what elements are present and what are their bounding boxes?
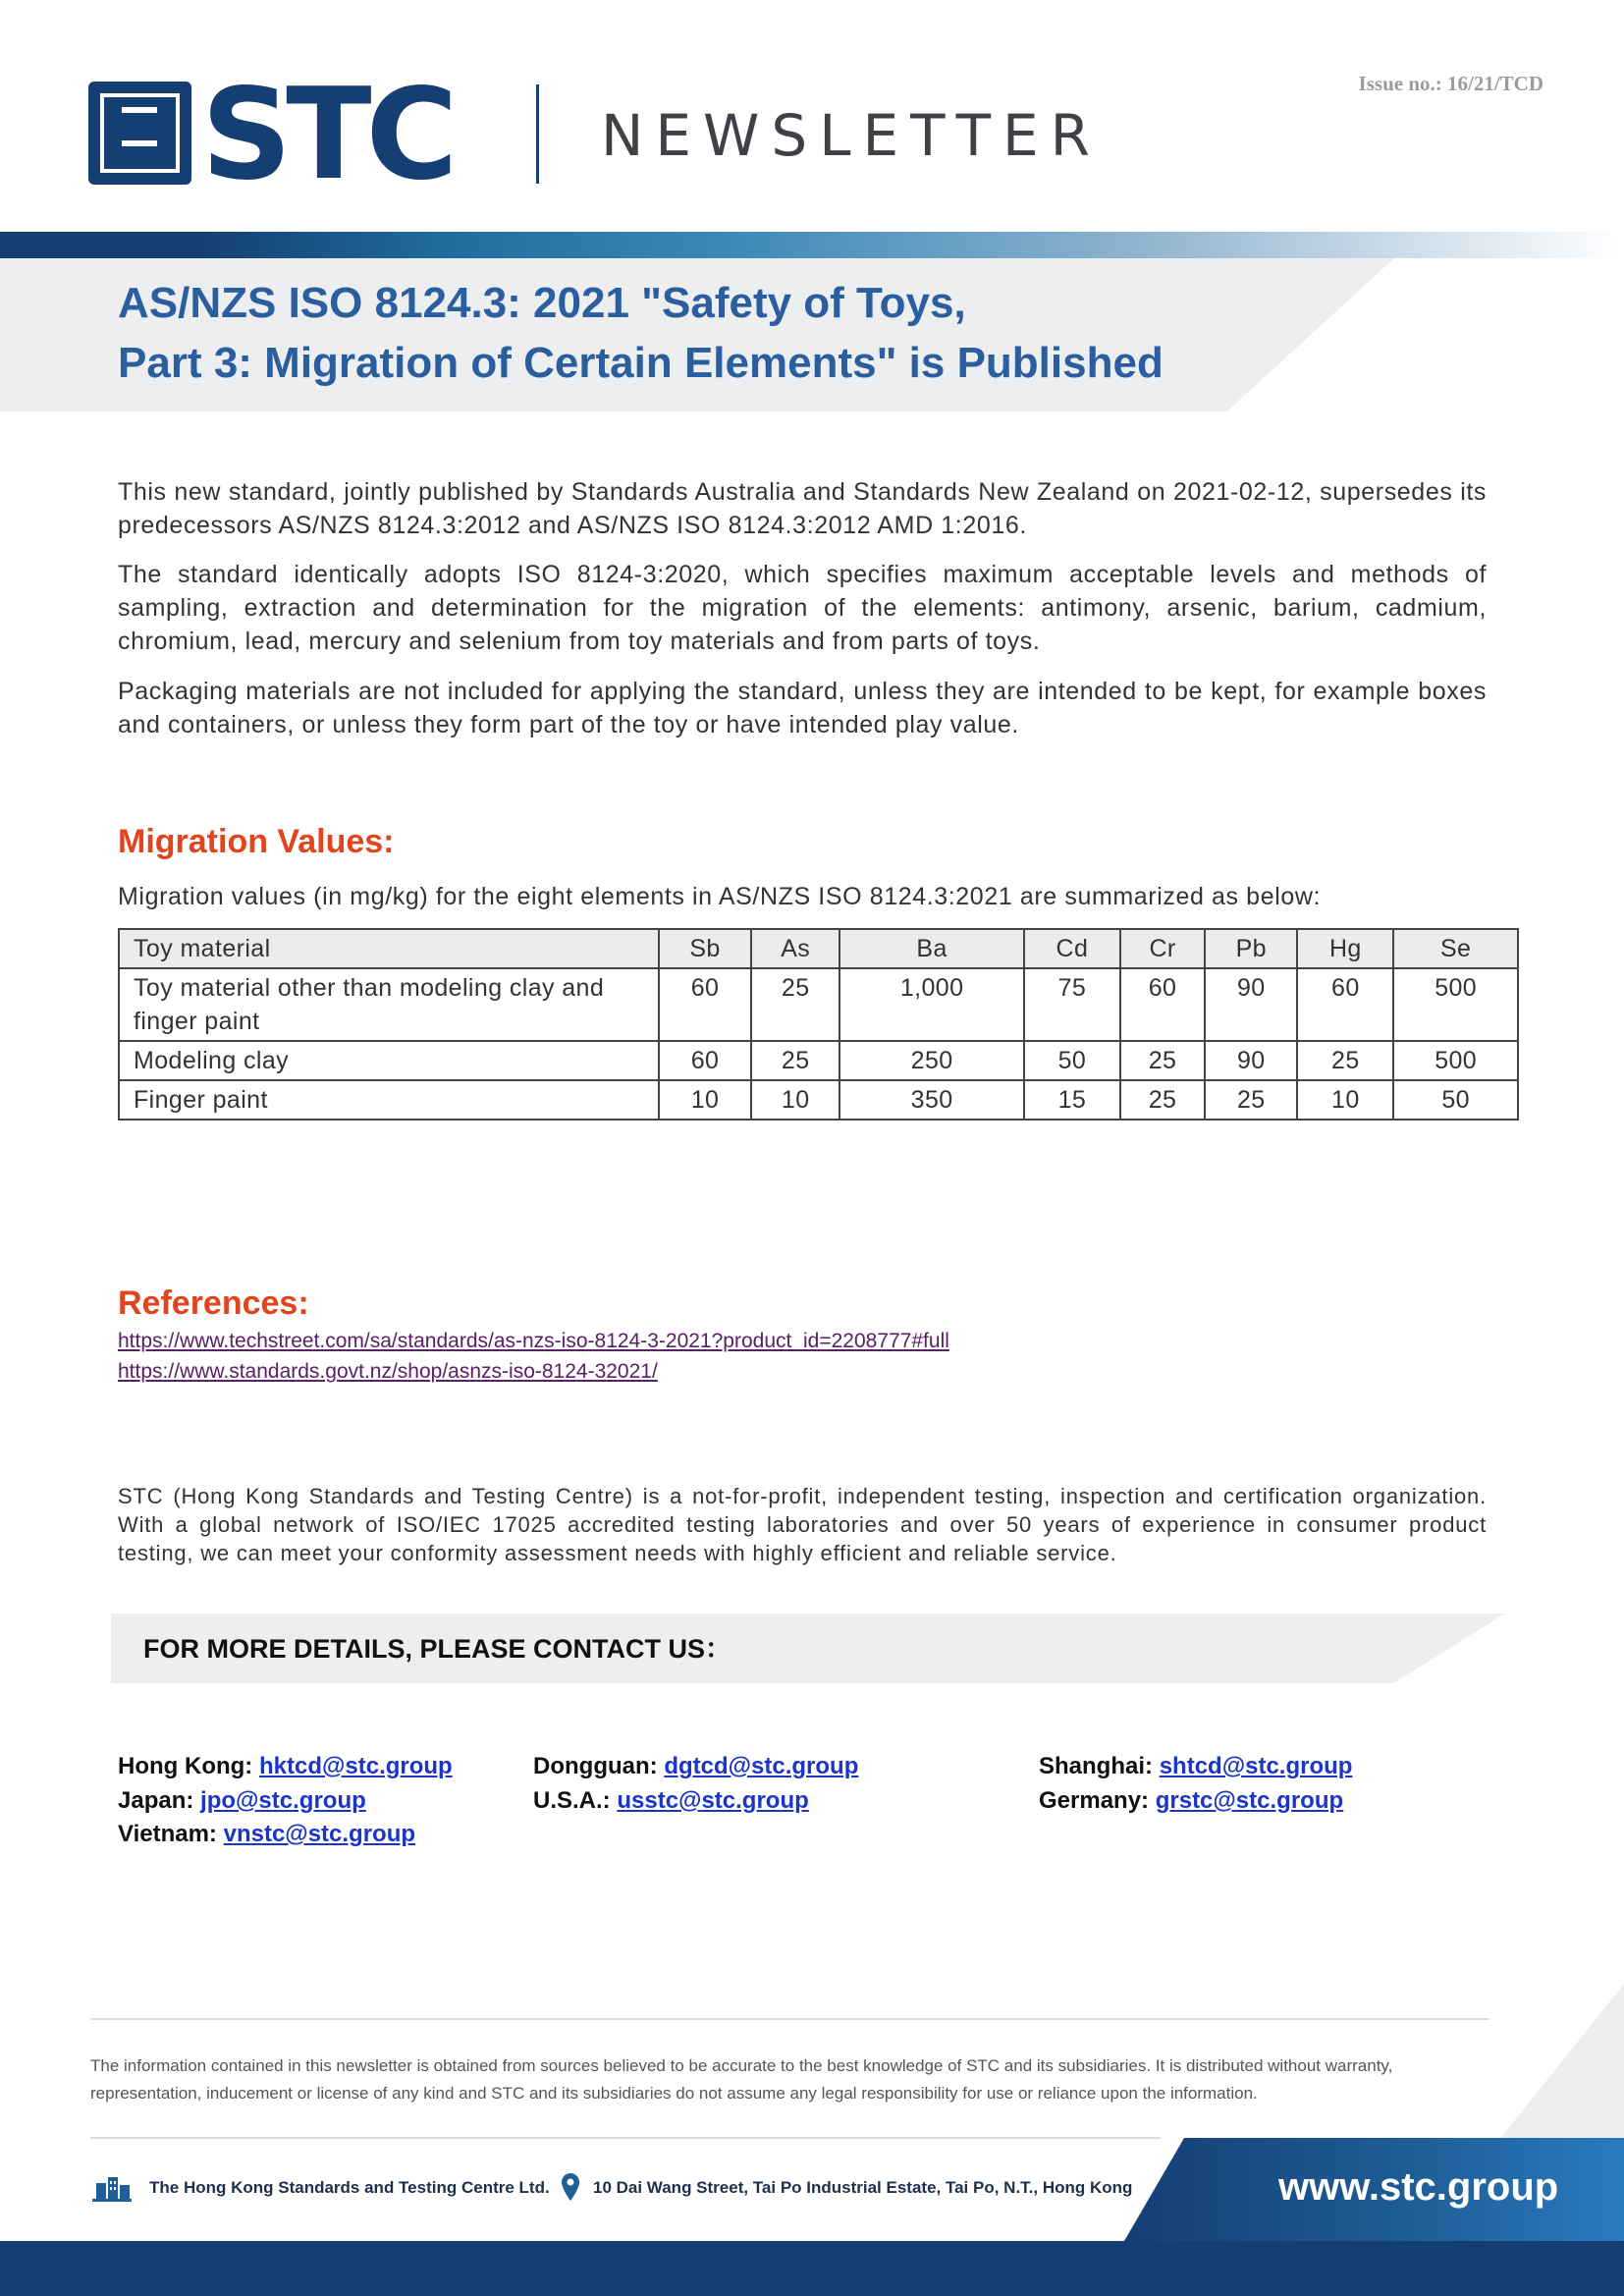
building-icon <box>90 2173 134 2203</box>
table-cell: 500 <box>1393 1041 1518 1080</box>
table-header-cell: Pb <box>1205 929 1297 968</box>
contact-germany <box>1039 1784 1343 1818</box>
contact-heading: FOR MORE DETAILS, PLEASE CONTACT US： <box>143 1634 732 1664</box>
table-cell: 60 <box>659 1041 751 1080</box>
table-header-cell: Hg <box>1297 929 1393 968</box>
email-link-usa[interactable]: usstc@stc.group <box>617 1787 809 1814</box>
contact-dongguan <box>533 1750 858 1783</box>
table-header-cell: Toy material <box>119 929 659 968</box>
table-cell: 25 <box>751 968 839 1041</box>
reference-link-standards-nz[interactable]: https://www.standards.govt.nz/shop/asnzs-iso-8124-32021/ <box>118 1360 658 1383</box>
contact-usa <box>533 1784 809 1818</box>
table-cell: 90 <box>1205 1041 1297 1080</box>
contact-hong-kong <box>118 1750 453 1783</box>
header-gradient-band <box>0 232 1624 258</box>
packaging-paragraph: Packaging materials are not included for applying the standard, unless they are intended to be kept, for example boxes and containers, or unless they form part of the toy or have intended play value. <box>118 678 1487 738</box>
email-link-shanghai[interactable]: shtcd@stc.group <box>1159 1753 1353 1779</box>
migration-table <box>118 928 1519 1121</box>
contact-label: Dongguan: <box>533 1753 658 1779</box>
website-link[interactable]: www.stc.group <box>1278 2165 1559 2209</box>
table-cell: 10 <box>751 1080 839 1120</box>
contact-label: Japan: <box>118 1787 194 1814</box>
newsletter-label: NEWSLETTER <box>601 102 1102 169</box>
page-title <box>118 273 1164 393</box>
table-header-cell: Cr <box>1120 929 1205 968</box>
contact-vietnam <box>118 1818 415 1851</box>
disclaimer: The information contained in this newsletter is obtained from sources believed to be accurate to the best knowledge of STC and its subsidiaries. It is distributed without warranty, representation, inducement or license of any kind and STC and its subsidiaries do not assume any legal responsibility for use or reliance upon the information. <box>90 2056 1393 2103</box>
table-cell: Toy material other than modeling clay and finger paint <box>119 968 659 1041</box>
table-cell: 500 <box>1393 968 1518 1041</box>
table-header-cell: Sb <box>659 929 751 968</box>
footer-address: 10 Dai Wang Street, Tai Po Industrial Estate, Tai Po, N.T., Hong Kong <box>593 2178 1133 2197</box>
table-cell: Finger paint <box>119 1080 659 1120</box>
table-cell: 250 <box>839 1041 1024 1080</box>
email-link-germany[interactable]: grstc@stc.group <box>1155 1787 1344 1814</box>
contact-japan <box>118 1784 366 1818</box>
title-line-2: Part 3: Migration of Certain Elements" is Published <box>118 339 1164 387</box>
table-cell: 1,000 <box>839 968 1024 1041</box>
table-cell: 25 <box>1120 1041 1205 1080</box>
table-row <box>119 968 1518 1041</box>
table-header-cell: Se <box>1393 929 1518 968</box>
about-stc-paragraph: STC (Hong Kong Standards and Testing Centre) is a not-for-profit, independent testing, inspection and certification organization. With a global network of ISO/IEC 17025 accredited testing laboratories and over 50 years of experience in consumer product testing, we can meet your conformity assessment needs with highly efficient and reliable service. <box>118 1484 1487 1565</box>
table-cell: 75 <box>1024 968 1120 1041</box>
table-cell: 25 <box>751 1041 839 1080</box>
footer-divider-bottom <box>90 2137 1161 2139</box>
footer-divider-top <box>90 2018 1489 2020</box>
stc-logo-mark <box>88 82 191 185</box>
footer-bottom-bar <box>0 2241 1624 2296</box>
email-link-dongguan[interactable]: dgtcd@stc.group <box>664 1753 859 1779</box>
email-link-japan[interactable]: jpo@stc.group <box>200 1787 366 1814</box>
header-divider <box>536 84 539 184</box>
table-header-cell: Ba <box>839 929 1024 968</box>
table-cell: 25 <box>1205 1080 1297 1120</box>
table-cell: 15 <box>1024 1080 1120 1120</box>
table-cell: 60 <box>1120 968 1205 1041</box>
table-header-cell: As <box>751 929 839 968</box>
references-heading: References: <box>118 1285 309 1322</box>
table-header-row <box>119 929 1518 968</box>
table-cell: 350 <box>839 1080 1024 1120</box>
contact-label: U.S.A.: <box>533 1787 611 1814</box>
contact-label: Hong Kong: <box>118 1753 253 1779</box>
migration-intro: Migration values (in mg/kg) for the eight elements in AS/NZS ISO 8124.3:2021 are summarized as below: <box>118 883 1322 910</box>
table-cell: 50 <box>1024 1041 1120 1080</box>
table-cell: 50 <box>1393 1080 1518 1120</box>
migration-heading: Migration Values: <box>118 823 395 860</box>
scope-paragraph: The standard identically adopts ISO 8124-3:2020, which specifies maximum acceptable levels and methods of sampling, extraction and determination for the migration of the elements: antimony, arsenic, barium, cadmium, chromium, lead, mercury and selenium from toy materials and from parts of toys. <box>118 561 1487 655</box>
contact-label: Vietnam: <box>118 1821 217 1847</box>
table-row <box>119 1080 1518 1120</box>
email-link-vietnam[interactable]: vnstc@stc.group <box>223 1821 416 1847</box>
contact-label: Shanghai: <box>1039 1753 1154 1779</box>
table-cell: 90 <box>1205 968 1297 1041</box>
reference-link-techstreet[interactable]: https://www.techstreet.com/sa/standards/as-nzs-iso-8124-3-2021?product_id=2208777#full <box>118 1330 949 1352</box>
table-cell: 10 <box>659 1080 751 1120</box>
footer-company-name: The Hong Kong Standards and Testing Centre Ltd. <box>149 2178 550 2197</box>
intro-paragraph: This new standard, jointly published by Standards Australia and Standards New Zealand on 2021-02-12, supersedes its predecessors AS/NZS 8124.3:2012 and AS/NZS ISO 8124.3:2012 AMD 1:2016. <box>118 478 1487 539</box>
table-row <box>119 1041 1518 1080</box>
title-line-1: AS/NZS ISO 8124.3: 2021 "Safety of Toys, <box>118 279 966 327</box>
email-link-hong-kong[interactable]: hktcd@stc.group <box>258 1753 453 1779</box>
table-cell: 60 <box>1297 968 1393 1041</box>
issue-number: Issue no.: 16/21/TCD <box>1358 72 1543 95</box>
table-cell: 10 <box>1297 1080 1393 1120</box>
table-cell: Modeling clay <box>119 1041 659 1080</box>
table-header-cell: Cd <box>1024 929 1120 968</box>
location-pin-icon <box>562 2173 579 2201</box>
table-cell: 25 <box>1120 1080 1205 1120</box>
table-cell: 25 <box>1297 1041 1393 1080</box>
contact-shanghai <box>1039 1750 1352 1783</box>
brand-wordmark: STC <box>201 62 453 208</box>
table-cell: 60 <box>659 968 751 1041</box>
contact-label: Germany: <box>1039 1787 1150 1814</box>
